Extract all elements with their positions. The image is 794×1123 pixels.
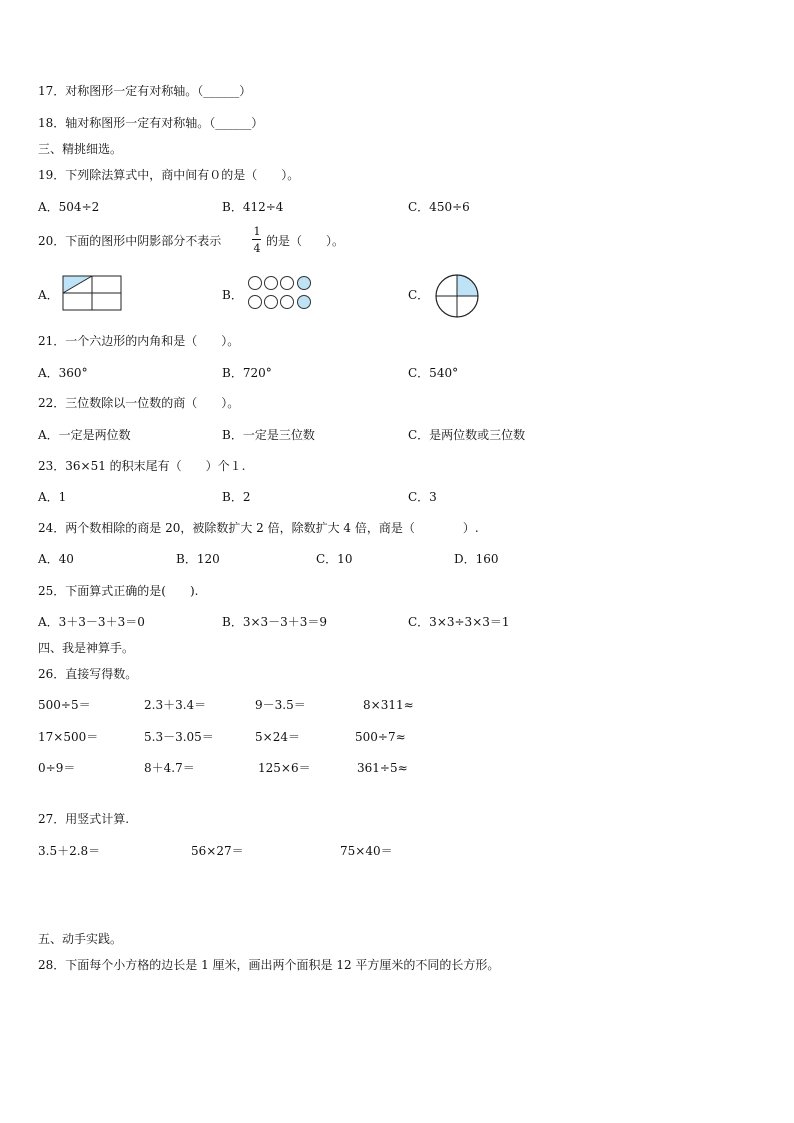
question-20-option-b-label: B． [222, 288, 243, 302]
question-21-option-a: A．360° [38, 366, 88, 380]
question-21-option-b: B．720° [222, 366, 272, 380]
fraction-bar [252, 239, 261, 240]
question-20-stem-suffix: 的是（ ）。 [266, 234, 345, 248]
question-25-option-a: A．3＋3－3＋3＝0 [38, 615, 145, 629]
question-21-option-c: C．540° [408, 366, 459, 380]
question-20-option-c-label: C． [408, 288, 430, 302]
question-18: 18．轴对称图形一定有对称轴。（______） [38, 116, 264, 130]
question-22-option-c: C．是两位数或三位数 [408, 428, 526, 442]
question-20-option-a-label: A． [38, 288, 59, 302]
question-19-stem: 19．下列除法算式中，商中间有０的是（ ）。 [38, 168, 300, 182]
mental-math-item: 5.3－3.05＝ [144, 730, 214, 744]
question-27-stem: 27．用竖式计算. [38, 812, 130, 826]
mental-math-item: 500÷7≈ [355, 730, 406, 744]
question-22-stem: 22．三位数除以一位数的商（ ）。 [38, 396, 240, 410]
question-24-option-c: C．10 [316, 552, 353, 566]
question-25-option-c: C．3×3÷3×3＝1 [408, 615, 510, 629]
question-17: 17．对称图形一定有对称轴。（______） [38, 84, 252, 98]
question-26-stem: 26．直接写得数。 [38, 667, 138, 681]
question-22-option-a: A．一定是两位数 [38, 428, 131, 442]
question-25-option-b: B．3×3－3＋3＝9 [222, 615, 328, 629]
question-23-option-c: C．3 [408, 490, 437, 504]
section-3-heading: 三、精挑细选。 [38, 142, 123, 156]
question-24-option-b: B．120 [176, 552, 220, 566]
rectangle-diagram [62, 275, 122, 311]
vertical-calc-item: 3.5＋2.8＝ [38, 844, 101, 858]
mental-math-item: 8×311≈ [363, 698, 414, 712]
question-24-stem: 24．两个数相除的商是 20，被除数扩大 2 倍，除数扩大 4 倍，商是（ ）. [38, 521, 479, 535]
question-23-stem: 23．36×51 的积末尾有（ ）个１. [38, 459, 246, 473]
question-24-option-a: A．40 [38, 552, 74, 566]
question-28: 28．下面每个小方格的边长是 1 厘米，画出两个面积是 12 平方厘米的不同的长方形。 [38, 958, 500, 972]
mental-math-item: 17×500＝ [38, 730, 99, 744]
fraction-numerator: 1 [253, 225, 261, 238]
question-23-option-a: A．1 [38, 490, 67, 504]
mental-math-item: 9－3.5＝ [255, 698, 306, 712]
mental-math-item: 5×24＝ [255, 730, 300, 744]
question-24-option-d: D．160 [454, 552, 499, 566]
mental-math-item: 8＋4.7＝ [144, 761, 195, 775]
question-19-option-b: B．412÷4 [222, 200, 284, 214]
mental-math-item: 2.3＋3.4＝ [144, 698, 207, 712]
section-5-heading: 五、动手实践。 [38, 932, 123, 946]
question-23-option-b: B．2 [222, 490, 251, 504]
question-21-stem: 21．一个六边形的内角和是（ ）。 [38, 334, 240, 348]
quartered-circle-diagram [434, 273, 480, 319]
mental-math-item: 500÷5＝ [38, 698, 91, 712]
vertical-calc-item: 75×40＝ [340, 844, 393, 858]
question-20-stem-prefix: 20．下面的图形中阴影部分不表示 [38, 234, 222, 248]
fraction-denominator: 4 [253, 242, 261, 255]
question-25-stem: 25．下面算式正确的是( ). [38, 584, 199, 598]
circles-diagram [247, 274, 315, 312]
question-22-option-b: B．一定是三位数 [222, 428, 315, 442]
mental-math-item: 125×6＝ [258, 761, 311, 775]
question-19-option-a: A．504÷2 [38, 200, 100, 214]
mental-math-item: 0÷9＝ [38, 761, 76, 775]
section-4-heading: 四、我是神算手。 [38, 641, 135, 655]
mental-math-item: 361÷5≈ [357, 761, 408, 775]
vertical-calc-item: 56×27＝ [191, 844, 244, 858]
question-19-option-c: C．450÷6 [408, 200, 470, 214]
